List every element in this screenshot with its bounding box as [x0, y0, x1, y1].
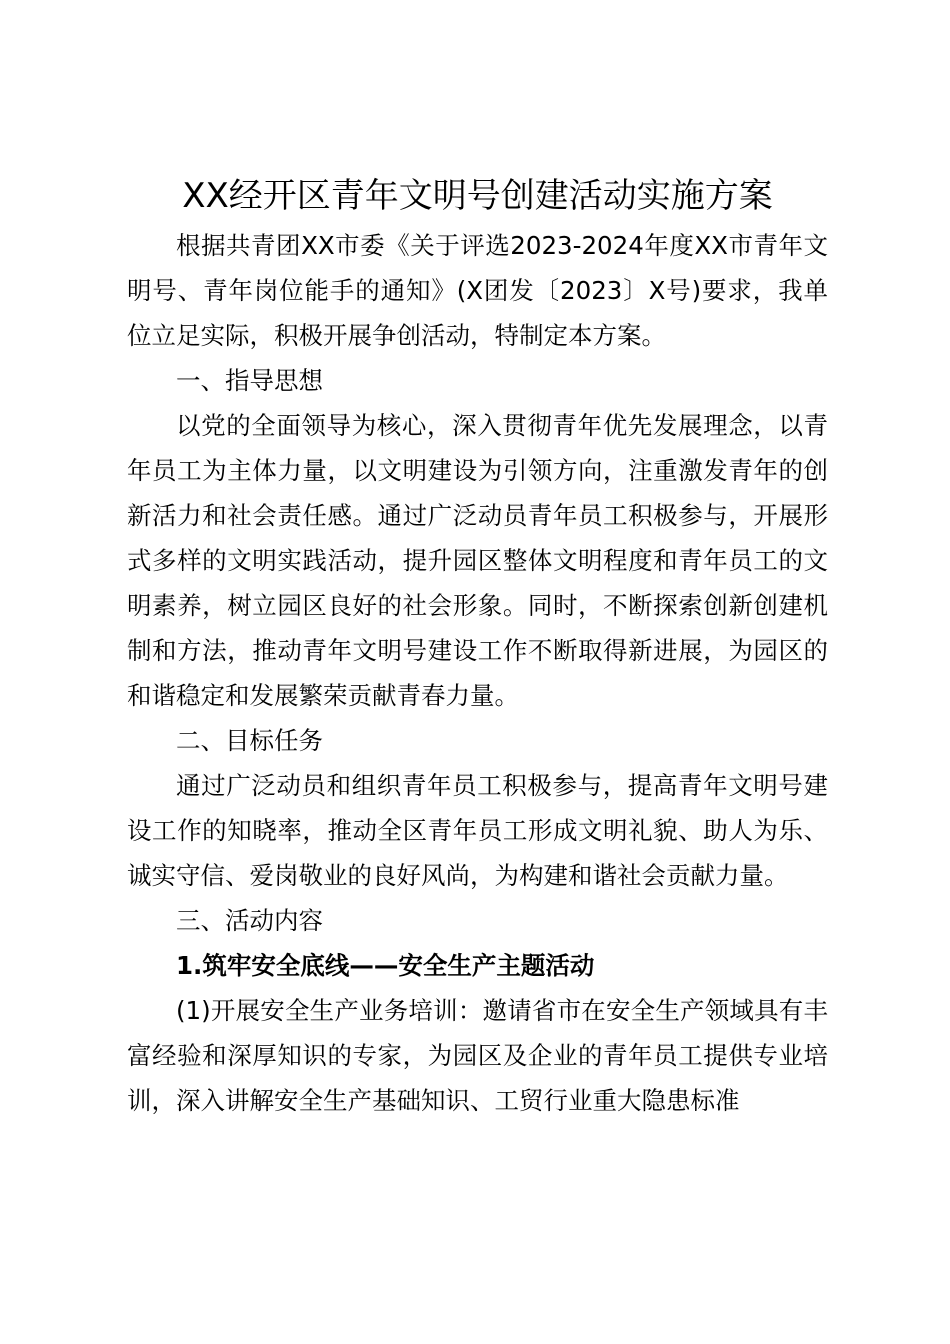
- section-1-heading: 一、指导思想: [176, 366, 323, 395]
- subsection-1-heading: 1.筑牢安全底线——安全生产主题活动: [176, 951, 595, 980]
- document-body: [127, 223, 828, 1123]
- section-1-paragraph: 以党的全面领导为核心，深入贯彻青年优先发展理念，以青年员工为主体力量，以文明建设为引领方向，注重激发青年的创新活力和社会责任感。通过广泛动员青年员工积极参与，开展形式多样的文明实践活动，提升园区整体文明程度和青年员工的文明素养，树立园区良好的社会形象。同时，不断探索创新创建机制和方法，推动青年文明号建设工作不断取得新进展，为园区的和谐稳定和发展繁荣贡献青春力量。: [127, 411, 828, 710]
- subsection-1-paragraph: (1)开展安全生产业务培训：邀请省市在安全生产领域具有丰富经验和深厚知识的专家，为园区及企业的青年员工提供专业培训，深入讲解安全生产基础知识、工贸行业重大隐患标准: [127, 996, 828, 1115]
- intro-paragraph: 根据共青团XX市委《关于评选2023-2024年度XX市青年文明号、青年岗位能手的通知》(X团发〔2023〕X号)要求，我单位立足实际，积极开展争创活动，特制定本方案。: [127, 231, 828, 350]
- document-title: XX经开区青年文明号创建活动实施方案: [182, 176, 773, 216]
- section-2-paragraph: 通过广泛动员和组织青年员工积极参与，提高青年文明号建设工作的知晓率，推动全区青年员工形成文明礼貌、助人为乐、诚实守信、爱岗敬业的良好风尚，为构建和谐社会贡献力量。: [127, 771, 828, 890]
- section-2-heading: 二、目标任务: [176, 726, 323, 755]
- section-3-heading: 三、活动内容: [176, 906, 323, 935]
